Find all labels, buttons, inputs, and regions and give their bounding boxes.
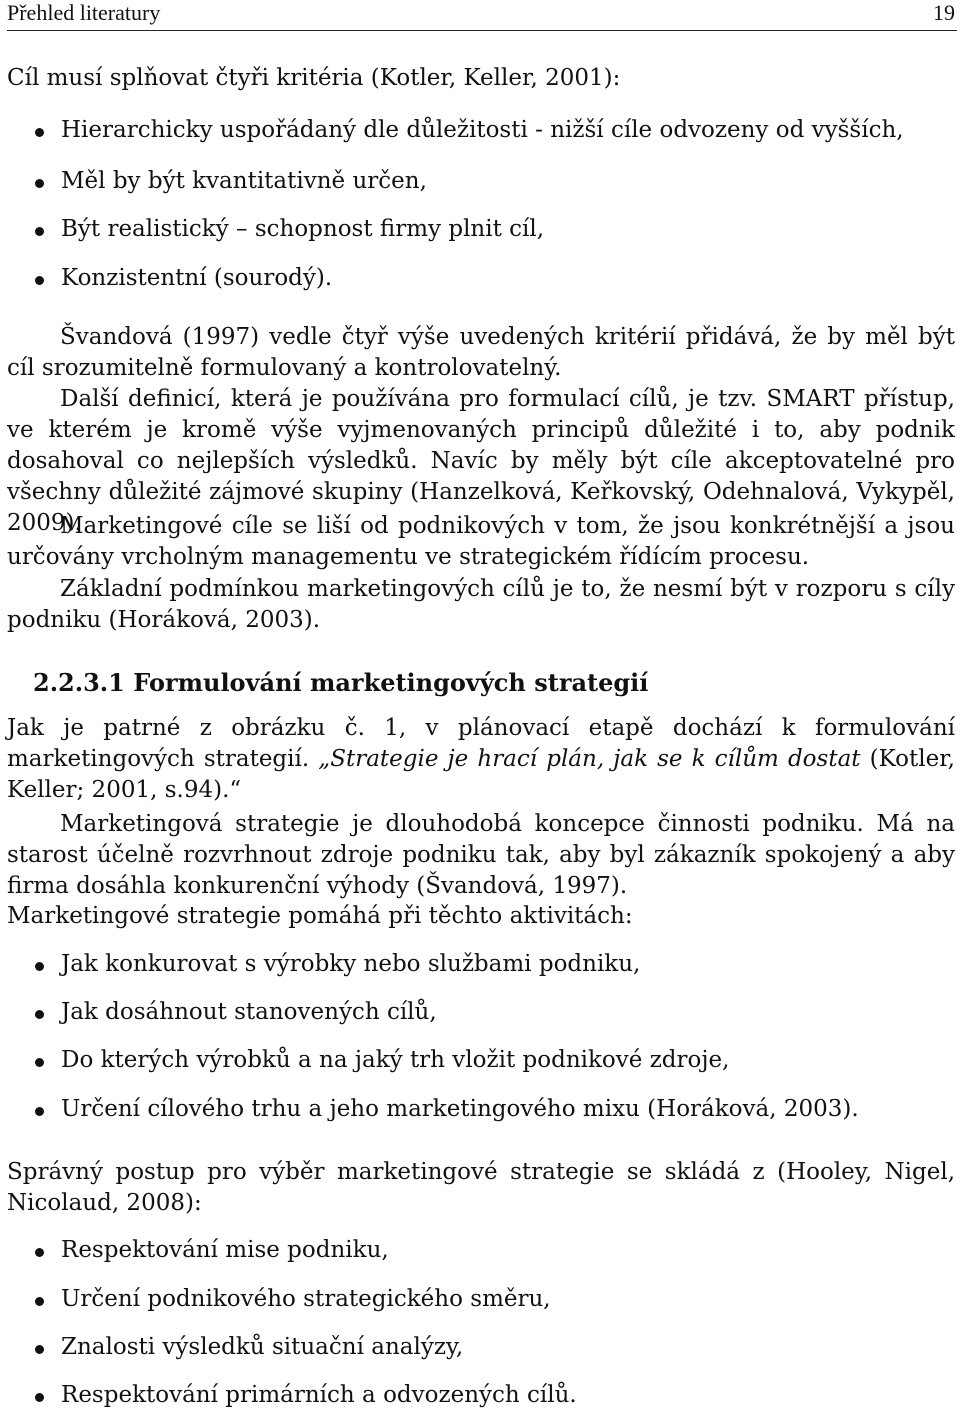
bullet-icon (35, 128, 44, 137)
activities-intro: Marketingové strategie pomáhá při těchto aktivitách: (7, 903, 633, 929)
bullet-icon (35, 179, 44, 188)
list-item-text: Určení podnikového strategického směru, (61, 1286, 551, 1312)
bullet-icon (35, 1297, 44, 1306)
paragraph-procedure: Správný postup pro výběr marketingové strategie se skládá z (Hooley, Nigel, Nicolaud, 2008): (7, 1159, 955, 1216)
bullet-icon (35, 276, 44, 285)
paragraph-figure-start: Jak je patrné z obrázku č. 1, v plánovací etapě dochází k formulování marketingových strategií. (7, 715, 955, 772)
list-item-text: Znalosti výsledků situační analýzy, (61, 1334, 464, 1360)
paragraph-basic-condition: Základní podmínkou marketingových cílů je to, že nesmí být v rozporu s cíly podniku (Horáková, 2003). (7, 576, 955, 633)
paragraph-figure (7, 713, 955, 806)
header-title: Přehled literatury (7, 0, 161, 25)
criteria-intro: Cíl musí splňovat čtyři kritéria (Kotler, Keller, 2001): (7, 65, 621, 91)
paragraph-smart: Další definicí, která je používána pro formulací cílů, je tzv. SMART přístup, ve kterém je kromě výše vyjmenovaných principů důležité i to, aby podnik dosahoval co nejlepších výsledků. Navíc by měly být cíle akceptovatelné pro všechny důležité zájmové skupiny (Hanzelková, Keřkovský, Odehnalová, Vykypěl, 2009). (7, 386, 955, 536)
list-item-text: Konzistentní (sourodý). (61, 265, 333, 291)
strategy-quote: „Strategie je hrací plán, jak se k cílům dostat (318, 746, 861, 772)
section-heading: 2.2.3.1 Formulování marketingových strategií (33, 668, 649, 697)
list-item-text: Měl by být kvantitativně určen, (61, 168, 427, 194)
list-item-text: Jak konkurovat s výrobky nebo službami podniku, (61, 951, 641, 977)
list-item-text: Respektování primárních a odvozených cílů. (61, 1382, 577, 1408)
list-item-text: Určení cílového trhu a jeho marketingového mixu (Horáková, 2003). (61, 1096, 859, 1122)
bullet-icon (35, 1010, 44, 1019)
list-item-text: Hierarchicky uspořádaný dle důležitosti - nižší cíle odvozeny od vyšších, (61, 117, 904, 143)
list-item-text: Do kterých výrobků a na jaký trh vložit podnikové zdroje, (61, 1047, 730, 1073)
paragraph-svandova: Švandová (1997) vedle čtyř výše uvedených kritérií přidává, že by měl být cíl srozumitelně formulovaný a kontrolovatelný. (7, 324, 955, 381)
bullet-icon (35, 1248, 44, 1257)
bullet-icon (35, 1393, 44, 1402)
bullet-icon (35, 962, 44, 971)
list-item-text: Být realistický – schopnost firmy plnit cíl, (61, 216, 545, 242)
bullet-icon (35, 1107, 44, 1116)
bullet-icon (35, 1058, 44, 1067)
list-item-text: Respektování mise podniku, (61, 1237, 389, 1263)
paragraph-figure-end: (Kotler, Keller; 2001, s.94).“ (7, 746, 955, 803)
paragraph-marketing-goals: Marketingové cíle se liší od podnikových v tom, že jsou konkrétnější a jsou určovány vrcholným managementu ve strategickém řídícím procesu. (7, 513, 955, 570)
page-number: 19 (933, 0, 955, 25)
page-header (7, 0, 957, 31)
bullet-icon (35, 1345, 44, 1354)
paragraph-strategy-definition: Marketingová strategie je dlouhodobá koncepce činnosti podniku. Má na starost účelně rozvrhnout zdroje podniku tak, aby byl zákazník spokojený a aby firma dosáhla konkurenční výhody (Švandová, 1997). (7, 811, 955, 899)
list-item-text: Jak dosáhnout stanovených cílů, (61, 999, 437, 1025)
bullet-icon (35, 227, 44, 236)
